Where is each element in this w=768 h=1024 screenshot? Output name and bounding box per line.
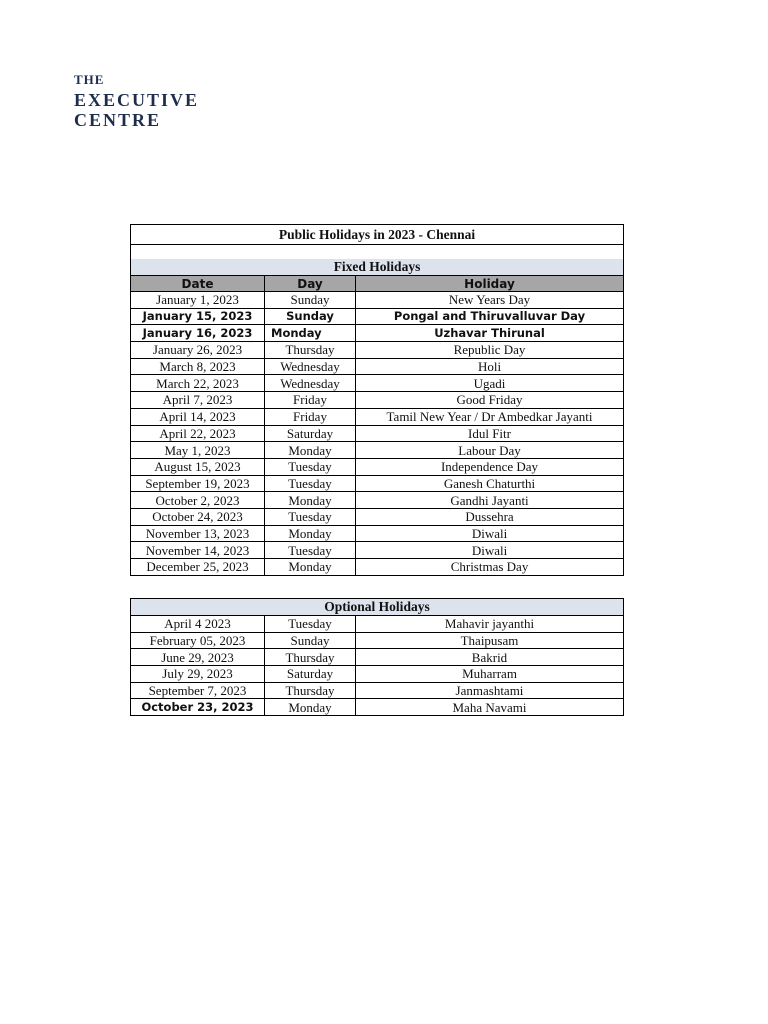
header-day: Day (265, 276, 356, 292)
day-cell: Friday (265, 408, 356, 425)
table-row (131, 632, 624, 649)
holiday-cell: Idul Fitr (356, 425, 624, 442)
date-cell: January 1, 2023 (131, 292, 265, 309)
table-row (131, 358, 624, 375)
date-cell: November 13, 2023 (131, 525, 265, 542)
table-row (131, 408, 624, 425)
date-cell: October 24, 2023 (131, 508, 265, 525)
date-cell: August 15, 2023 (131, 458, 265, 475)
fixed-section-row (131, 259, 624, 276)
table-row (131, 308, 624, 325)
date-cell: January 16, 2023 (131, 325, 265, 342)
table-row (131, 425, 624, 442)
table-row (131, 559, 624, 576)
day-cell: Wednesday (265, 375, 356, 392)
day-cell: Sunday (265, 308, 356, 325)
holiday-cell: Gandhi Jayanti (356, 492, 624, 509)
date-cell: June 29, 2023 (131, 649, 265, 666)
holiday-cell: Diwali (356, 525, 624, 542)
column-header-row (131, 276, 624, 292)
day-cell: Tuesday (265, 508, 356, 525)
holiday-cell: Pongal and Thiruvalluvar Day (356, 308, 624, 325)
holiday-cell: Labour Day (356, 442, 624, 459)
table-row (131, 442, 624, 459)
holiday-cell: Christmas Day (356, 559, 624, 576)
holiday-cell: Janmashtami (356, 682, 624, 699)
optional-section-row (131, 599, 624, 616)
table-row (131, 342, 624, 359)
holiday-cell: Tamil New Year / Dr Ambedkar Jayanti (356, 408, 624, 425)
table-row (131, 458, 624, 475)
date-cell: September 19, 2023 (131, 475, 265, 492)
date-cell: March 8, 2023 (131, 358, 265, 375)
day-cell: Sunday (265, 632, 356, 649)
holiday-cell: Ugadi (356, 375, 624, 392)
date-cell: September 7, 2023 (131, 682, 265, 699)
day-cell: Tuesday (265, 542, 356, 559)
table-row (131, 525, 624, 542)
day-cell: Monday (265, 699, 356, 716)
day-cell: Thursday (265, 682, 356, 699)
logo-line-2: EXECUTIVE (74, 90, 200, 110)
day-cell: Monday (265, 492, 356, 509)
day-cell: Tuesday (265, 475, 356, 492)
day-cell: Monday (265, 559, 356, 576)
fixed-section-title: Fixed Holidays (131, 259, 624, 276)
table-title: Public Holidays in 2023 - Chennai (131, 225, 624, 245)
table-row (131, 375, 624, 392)
holiday-cell: Holi (356, 358, 624, 375)
header-date: Date (131, 276, 265, 292)
table-row (131, 325, 624, 342)
table-row (131, 682, 624, 699)
day-cell: Thursday (265, 649, 356, 666)
date-cell: March 22, 2023 (131, 375, 265, 392)
date-cell: November 14, 2023 (131, 542, 265, 559)
day-cell: Sunday (265, 292, 356, 309)
day-cell: Thursday (265, 342, 356, 359)
holiday-cell: Dussehra (356, 508, 624, 525)
optional-holidays-table (130, 598, 624, 716)
date-cell: April 7, 2023 (131, 392, 265, 409)
date-cell: April 4 2023 (131, 616, 265, 633)
table-row (131, 392, 624, 409)
table-row (131, 492, 624, 509)
logo-line-3: CENTRE (74, 110, 162, 130)
spacer-cell (131, 245, 624, 260)
day-cell: Friday (265, 392, 356, 409)
date-cell: February 05, 2023 (131, 632, 265, 649)
holiday-cell: Diwali (356, 542, 624, 559)
date-cell: April 14, 2023 (131, 408, 265, 425)
date-cell: May 1, 2023 (131, 442, 265, 459)
table-row (131, 649, 624, 666)
table-row (131, 616, 624, 633)
date-cell: January 15, 2023 (131, 308, 265, 325)
date-cell: July 29, 2023 (131, 666, 265, 683)
header-holiday: Holiday (356, 276, 624, 292)
day-cell: Saturday (265, 666, 356, 683)
holiday-cell: Maha Navami (356, 699, 624, 716)
holiday-cell: Ganesh Chaturthi (356, 475, 624, 492)
company-logo (74, 72, 199, 130)
date-cell: April 22, 2023 (131, 425, 265, 442)
table-row (131, 508, 624, 525)
holiday-cell: Republic Day (356, 342, 624, 359)
day-cell: Monday (265, 525, 356, 542)
holiday-cell: Good Friday (356, 392, 624, 409)
holiday-cell: Uzhavar Thirunal (356, 325, 624, 342)
table-row (131, 666, 624, 683)
table-row (131, 542, 624, 559)
optional-section-title: Optional Holidays (131, 599, 624, 616)
date-cell: January 26, 2023 (131, 342, 265, 359)
table-row (131, 475, 624, 492)
holiday-cell: New Years Day (356, 292, 624, 309)
table-row (131, 699, 624, 716)
date-cell: October 23, 2023 (131, 699, 265, 716)
day-cell: Tuesday (265, 458, 356, 475)
holiday-cell: Mahavir jayanthi (356, 616, 624, 633)
day-cell: Saturday (265, 425, 356, 442)
holiday-cell: Independence Day (356, 458, 624, 475)
holiday-cell: Bakrid (356, 649, 624, 666)
table-title-row (131, 225, 624, 245)
table-row (131, 292, 624, 309)
day-cell: Wednesday (265, 358, 356, 375)
logo-line-1: THE (74, 72, 105, 87)
day-cell: Tuesday (265, 616, 356, 633)
spacer-row (131, 245, 624, 260)
day-cell: Monday (265, 442, 356, 459)
fixed-holidays-table (130, 224, 624, 576)
day-cell: Monday (265, 325, 356, 342)
date-cell: December 25, 2023 (131, 559, 265, 576)
date-cell: October 2, 2023 (131, 492, 265, 509)
holiday-cell: Thaipusam (356, 632, 624, 649)
holiday-cell: Muharram (356, 666, 624, 683)
